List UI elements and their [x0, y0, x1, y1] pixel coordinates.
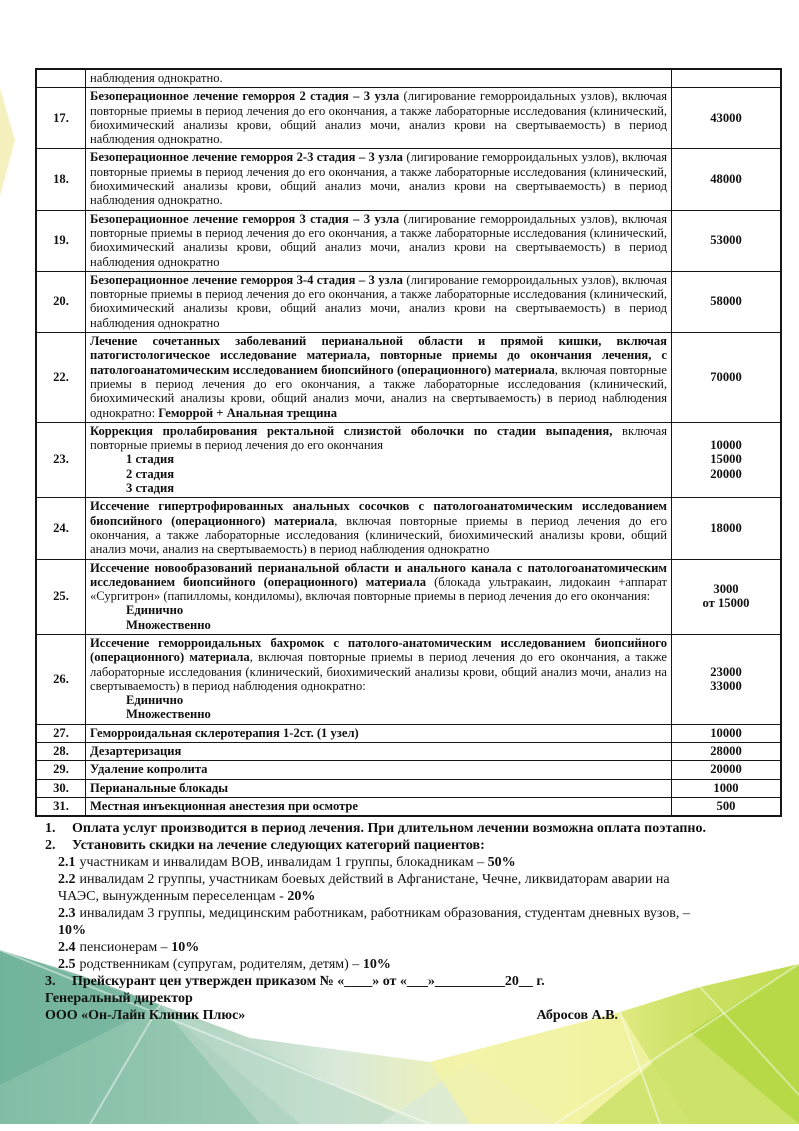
option-price: 10000: [710, 438, 742, 453]
discount-item: [58, 956, 768, 973]
service-title: Лечение сочетанных заболеваний перианальной области и прямой кишки, включая патогистологическое исследование материала, повторные приемы до окончания лечения, с патологоанатомическим исследованием биопсийного (операционного) материала: [90, 334, 667, 377]
discount-text: родственникам (супругам, родителям, детям) –: [79, 957, 363, 973]
description-text: , включая повторные приемы в период лечения до его окончания, а также лабораторные исследования (клинический, биохимический анализы крови, общий анализ мочи, анализ на свертываемость) в период наблюдения однократно:: [90, 650, 667, 693]
director-title: Генеральный директор: [45, 991, 193, 1007]
table-row-17: [36, 88, 781, 149]
discount-number: 2.4: [58, 940, 76, 956]
row-number-cell: 20.: [36, 271, 86, 332]
service-description-cell: [86, 88, 672, 149]
note-item-payment: [35, 820, 768, 837]
discount-percent: 50%: [487, 855, 516, 871]
service-description-cell: [86, 797, 672, 816]
price-cell: [672, 559, 782, 634]
service-option: Единично: [126, 693, 184, 708]
row-number-cell: 25.: [36, 559, 86, 634]
note-number: 1.: [45, 821, 56, 837]
discount-text: инвалидам 2 группы, участникам боевых действий в Афганистане, Чечне, ликвидаторам аварии на: [79, 872, 670, 888]
discount-percent: 10%: [171, 940, 200, 956]
price-cell: 70000: [672, 333, 782, 423]
service-description-cell: [86, 634, 672, 724]
service-description-cell: [86, 559, 672, 634]
notes-section: [35, 820, 768, 990]
row-number-cell: 17.: [36, 88, 86, 149]
price-cell: 48000: [672, 149, 782, 210]
service-title: Безоперационное лечение геморроя 2 стадия – 3 узла: [90, 89, 404, 104]
service-title: Иссечение геморроидальных бахромок с патолого-анатомическим исследованием биопсийного (операционного) материала: [90, 635, 667, 665]
row-number-cell: 31.: [36, 797, 86, 816]
service-description-cell: [86, 724, 672, 742]
discount-percent: 10%: [362, 957, 391, 973]
service-title-tail: Геморрой + Анальная трещина: [158, 405, 338, 420]
row-number-cell: 22.: [36, 333, 86, 423]
note-text: Прейскурант цен утвержден приказом № «____» от «___»__________20__ г.: [72, 974, 545, 990]
description-text: (лигирование геморроидальных узлов), включая повторные приемы в период лечения до его окончания, а также лабораторные исследования (клинический, биохимический анализы крови, общий анализ мочи, анализ крови на свертываемость) в период наблюдения однократно.: [90, 150, 667, 208]
note-item-approval: [35, 973, 768, 990]
discount-text: пенсионерам –: [79, 940, 172, 956]
price-cell: 28000: [672, 743, 782, 761]
table-row-23: [36, 422, 781, 497]
discount-item: [58, 871, 768, 905]
discount-text: ЧАЭС, вынужденным переселенцам -: [58, 889, 288, 905]
table-row-18: [36, 149, 781, 210]
discount-number: 2.1: [58, 855, 76, 871]
row-number-cell: 30.: [36, 779, 86, 797]
table-row-27: [36, 724, 781, 742]
signature-row: [35, 1007, 768, 1024]
row-number-cell: 24.: [36, 498, 86, 559]
service-title: Удаление копролита: [90, 762, 208, 777]
option-price: 3000: [713, 581, 739, 596]
discount-item: [58, 854, 768, 871]
document-content: [35, 68, 768, 1024]
corner-sliver-shape: [0, 88, 15, 196]
service-title: Местная инъекционная анестезия при осмотре: [90, 798, 359, 813]
row-number-cell: 18.: [36, 149, 86, 210]
service-option: Множественно: [126, 707, 211, 722]
service-title: Иссечение новообразований перианальной области и анального канала с патологоанатомическим исследованием биопсийного (операционного) материала: [90, 560, 667, 589]
service-title: Безоперационное лечение геморроя 2-3 стадия – 3 узла: [90, 150, 407, 165]
row-number-cell: [36, 69, 86, 88]
discount-item: [58, 905, 768, 939]
note-item-discounts: [35, 837, 768, 854]
service-option: Множественно: [126, 617, 211, 632]
note-number: 3.: [45, 974, 56, 990]
table-row-29: [36, 761, 781, 779]
row-number-cell: 23.: [36, 422, 86, 497]
price-cell: 18000: [672, 498, 782, 559]
row-number-cell: 28.: [36, 743, 86, 761]
description-text: , включая повторные приемы в период лечения до его окончания, а также лабораторные исследования (клинический, биохимический анализы крови, общий анализ мочи, анализ на свертываемость) в период наблюдения однократно: [90, 513, 668, 557]
services-price-table: [35, 68, 782, 817]
service-description-cell: [86, 743, 672, 761]
row-number-cell: 29.: [36, 761, 86, 779]
description-text: (лигирование геморроидальных узлов), включая повторные приемы в период лечения до его окончания, а также лабораторные исследования (клинический, биохимический анализы крови, общий анализ мочи, анализ крови на свертываемость) в период наблюдения однократно.: [90, 89, 668, 147]
service-description-cell: [86, 69, 672, 88]
table-row-28: [36, 743, 781, 761]
table-row-24: [36, 498, 781, 559]
description-text: , включая повторные приемы в период лечения до его окончания, а также лабораторные исследования (клинический, биохимический анализы крови, общий анализ мочи, анализ на свертываемость) в период наблюдения однократно:: [90, 362, 667, 420]
row-number-cell: 26.: [36, 634, 86, 724]
table-row-carryover: [36, 69, 781, 88]
option-price: 23000: [710, 664, 742, 679]
service-title: Перианальные блокады: [90, 780, 229, 795]
table-row-20: [36, 271, 781, 332]
description-text: (блокада ультракаин, лидокаин +аппарат «Сургитрон» (папилломы, кондиломы), включая повторные приемы в период лечения до его окончания:: [90, 574, 667, 604]
service-description-cell: [86, 149, 672, 210]
service-option: 1 стадия: [126, 452, 175, 467]
service-description-cell: [86, 779, 672, 797]
discount-number: 2.3: [58, 906, 76, 922]
service-option: 3 стадия: [126, 481, 175, 496]
discount-number: 2.5: [58, 957, 76, 973]
service-option: Единично: [126, 603, 184, 618]
option-price: от 15000: [702, 596, 750, 611]
table-row-26: [36, 634, 781, 724]
option-price: 20000: [710, 466, 742, 481]
discount-text: участникам и инвалидам ВОВ, инвалидам 1 группы, блокадникам –: [79, 855, 488, 871]
service-title: Безоперационное лечение геморроя 3 стадия – 3 узла: [90, 211, 404, 226]
option-price: 15000: [710, 452, 742, 467]
service-title: Иссечение гипертрофированных анальных сосочков с патологоанатомическим исследованием биопсийного (операционного) материала: [90, 499, 667, 528]
row-number-cell: 19.: [36, 210, 86, 271]
price-cell: 53000: [672, 210, 782, 271]
note-number: 2.: [45, 838, 56, 854]
note-text: Установить скидки на лечение следующих категорий пациентов:: [72, 838, 485, 854]
description-text: (лигирование геморроидальных узлов), включая повторные приемы в период лечения до его окончания, а также лабораторные исследования (клинический, биохимический анализы крови, общий анализ мочи, анализ крови на свертываемость) в период наблюдения однократно: [90, 272, 667, 330]
signature-block: [35, 990, 768, 1024]
description-text: наблюдения однократно.: [90, 71, 223, 85]
table-row-25: [36, 559, 781, 634]
price-cell: 20000: [672, 761, 782, 779]
price-cell: [672, 634, 782, 724]
price-cell: 58000: [672, 271, 782, 332]
service-title: Геморроидальная склеротерапия 1-2ст. (1 узел): [90, 725, 359, 740]
company-name: ООО «Он-Лайн Клиник Плюс»: [45, 1008, 246, 1024]
service-description-cell: [86, 422, 672, 497]
service-description-cell: [86, 271, 672, 332]
price-cell: 10000: [672, 724, 782, 742]
price-cell: [672, 422, 782, 497]
service-title: Коррекция пролабирования ректальной слизистой оболочки по стадии выпадения,: [90, 423, 622, 438]
table-row-30: [36, 779, 781, 797]
price-cell: 1000: [672, 779, 782, 797]
option-price: 33000: [710, 678, 742, 693]
table-row-19: [36, 210, 781, 271]
price-cell: 500: [672, 797, 782, 816]
note-text: Оплата услуг производится в период лечения. При длительном лечении возможна оплата поэтапно.: [72, 821, 706, 837]
service-description-cell: [86, 498, 672, 559]
discount-item: [58, 939, 768, 956]
discount-text: инвалидам 3 группы, медицинским работникам, работникам образования, студентам дневных вузов, –: [79, 906, 690, 922]
service-title: Безоперационное лечение геморроя 3-4 стадия – 3 узла: [90, 272, 407, 287]
discount-number: 2.2: [58, 872, 76, 888]
table-row-22: [36, 333, 781, 423]
description-text: (лигирование геморроидальных узлов), включая повторные приемы в период лечения до его окончания, а также лабораторные исследования (клинический, биохимический анализы крови, общий анализ мочи, анализ крови на свертываемость) в период наблюдения однократно: [90, 211, 668, 269]
service-description-cell: [86, 761, 672, 779]
service-option: 2 стадия: [126, 466, 175, 481]
director-name: Абросов А.В.: [536, 1008, 618, 1024]
table-row-31: [36, 797, 781, 816]
description-text: включая повторные приемы в период лечения до его окончания: [90, 423, 667, 453]
discount-percent: 20%: [287, 889, 316, 905]
discount-percent: 10%: [58, 923, 86, 939]
price-cell: [672, 69, 782, 88]
service-title: Дезартеризация: [90, 744, 182, 759]
service-description-cell: [86, 333, 672, 423]
row-number-cell: 27.: [36, 724, 86, 742]
price-cell: 43000: [672, 88, 782, 149]
service-description-cell: [86, 210, 672, 271]
